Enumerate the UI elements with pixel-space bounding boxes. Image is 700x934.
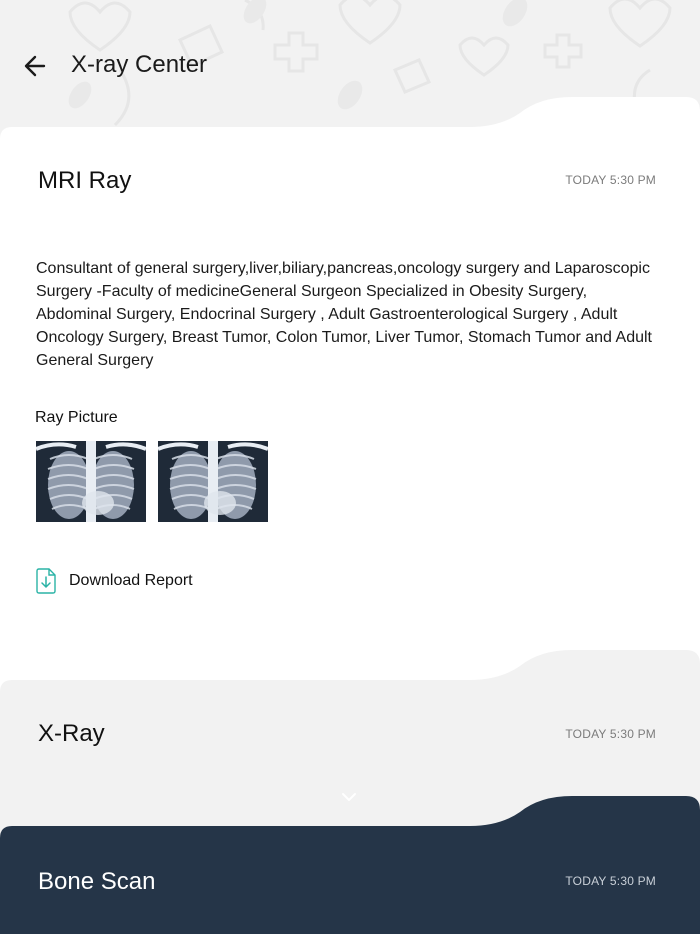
card-timestamp: TODAY 5:30 PM bbox=[565, 727, 656, 741]
card-description: Consultant of general surgery,liver,biliary,pancreas,oncology surgery and Laparoscopic Surgery -Faculty of medicineGeneral Surgeon Specialized in Obesity Surgery, Abdominal Surgery, Endocrinal Surgery , Adult Gastroenterological Surgery , Adult Oncology Surgery, Breast Tumor, Colon Tumor, Liver Tumor, Stomach Tumor and Adult General Surgery bbox=[36, 260, 652, 369]
chest-xray-image bbox=[158, 441, 268, 522]
back-button[interactable] bbox=[20, 50, 50, 80]
download-report-label: Download Report bbox=[69, 572, 193, 589]
card-title: Bone Scan bbox=[38, 868, 156, 895]
card-title: MRI Ray bbox=[38, 167, 132, 194]
download-report-button[interactable] bbox=[35, 568, 193, 594]
ray-picture-gallery bbox=[36, 441, 268, 522]
record-card-mri-ray bbox=[0, 95, 700, 695]
card-timestamp: TODAY 5:30 PM bbox=[565, 874, 656, 888]
record-card-bone-scan[interactable] bbox=[0, 794, 700, 934]
ray-picture-label: Ray Picture bbox=[35, 409, 118, 426]
card-timestamp: TODAY 5:30 PM bbox=[565, 173, 656, 187]
card-title: X-Ray bbox=[38, 720, 105, 747]
xray-thumbnail[interactable] bbox=[158, 441, 268, 522]
file-download-icon bbox=[35, 568, 57, 594]
arrow-left-icon bbox=[20, 50, 50, 80]
chest-xray-image bbox=[36, 441, 146, 522]
page-title: X-ray Center bbox=[71, 51, 208, 78]
card-shape bbox=[0, 794, 700, 934]
xray-thumbnail[interactable] bbox=[36, 441, 146, 522]
